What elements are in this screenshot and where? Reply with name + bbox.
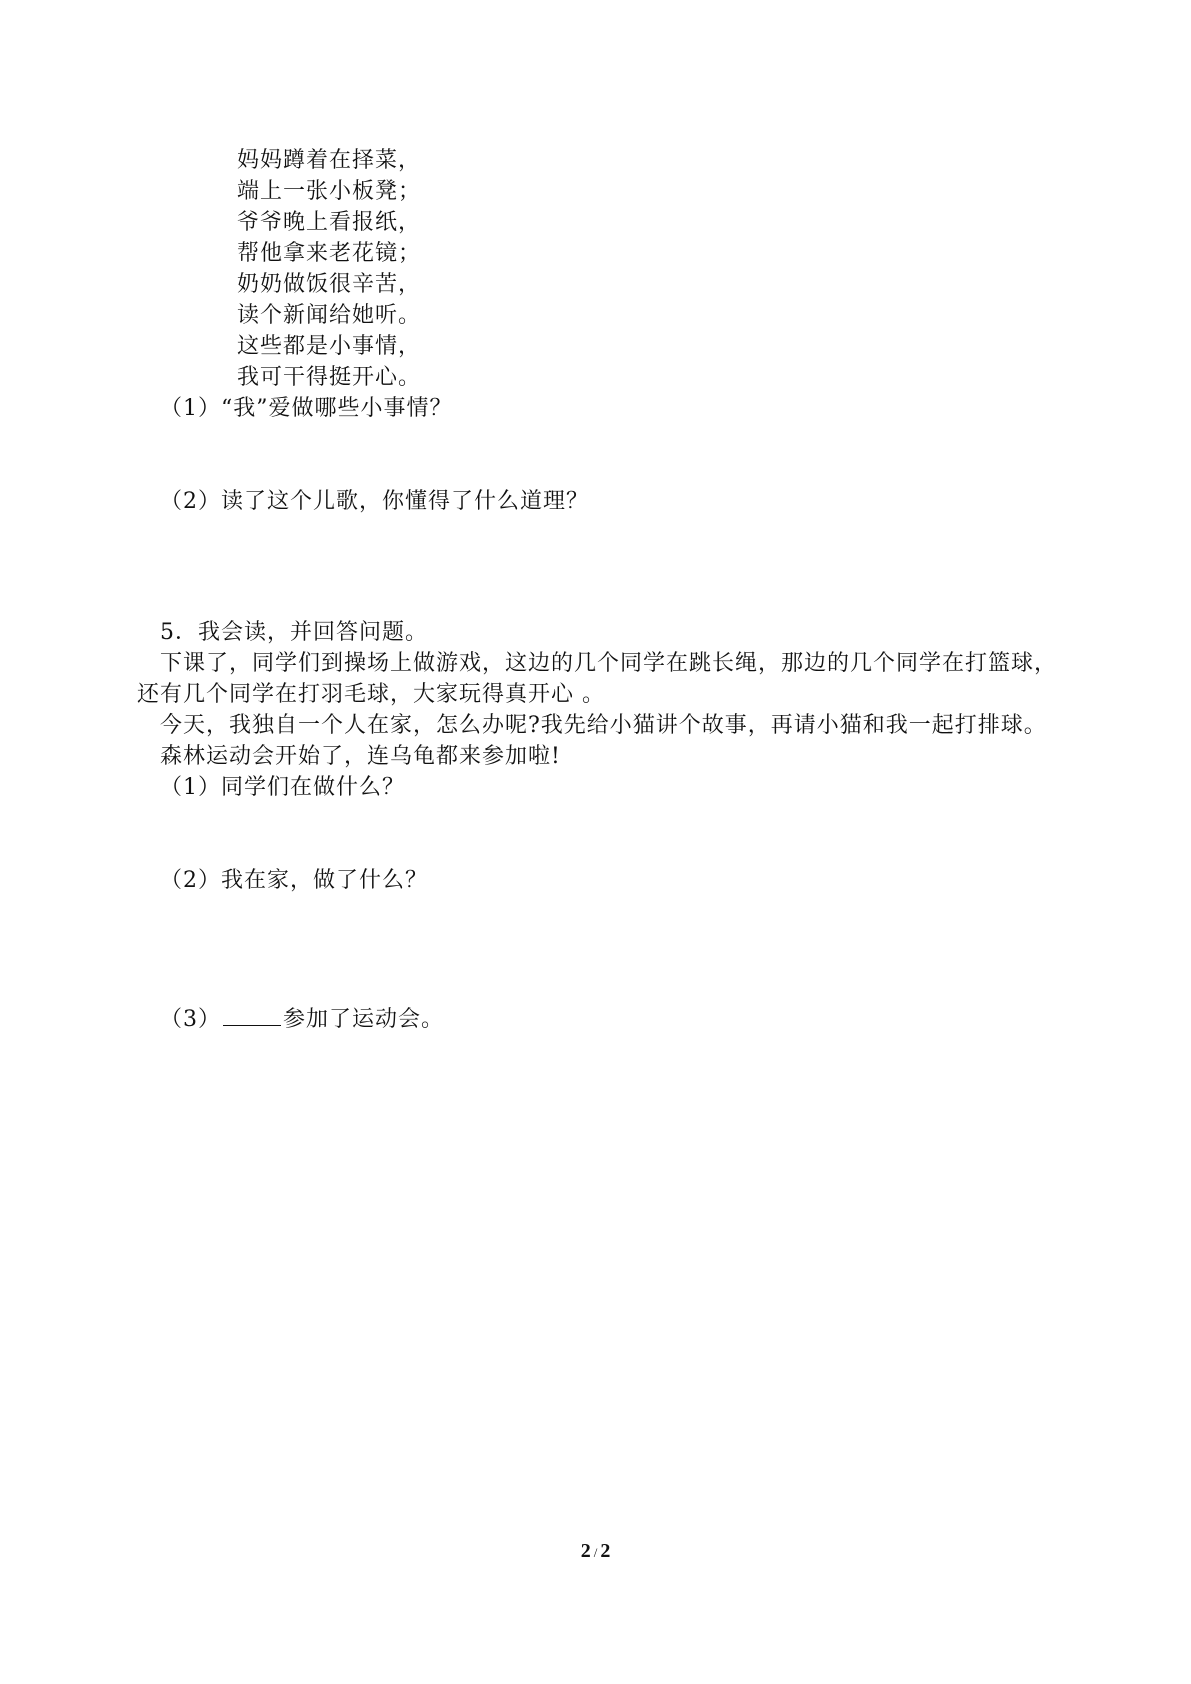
poem-line-6: 读个新闻给她听。 [237, 303, 422, 328]
poem-line-4: 帮他拿来老花镜； [237, 241, 422, 266]
q5-question-3-suffix: 参加了运动会。 [283, 1007, 445, 1032]
q5-paragraph-1-line-2: 还有几个同学在打羽毛球，大家玩得真开心 。 [137, 682, 605, 707]
q4-question-2: （2）读了这个儿歌，你懂得了什么道理？ [160, 489, 589, 514]
page-separator: / [593, 1545, 598, 1560]
q5-question-1: （1）同学们在做什么？ [160, 775, 405, 800]
page-current: 2 [580, 1540, 591, 1562]
poem-line-7: 这些都是小事情， [237, 334, 422, 359]
page-number [0, 1540, 1191, 1563]
q5-paragraph-3: 森林运动会开始了，连乌龟都来参加啦! [160, 744, 561, 769]
answer-blank[interactable] [223, 1003, 281, 1026]
poem-line-8: 我可干得挺开心。 [237, 365, 422, 390]
poem-line-1: 妈妈蹲着在择菜， [237, 148, 422, 173]
q5-heading: 5．我会读，并回答问题。 [160, 620, 428, 645]
q5-question-2: （2）我在家，做了什么？ [160, 868, 428, 893]
q4-question-1: （1）“我”爱做哪些小事情？ [160, 396, 453, 421]
q5-paragraph-2: 今天，我独自一个人在家，怎么办呢?我先给小猫讲个故事，再请小猫和我一起打排球。 [160, 713, 1047, 738]
poem-line-3: 爷爷晚上看报纸， [237, 210, 422, 235]
q5-question-3-prefix: （3） [160, 1007, 221, 1032]
poem-line-5: 奶奶做饭很辛苦， [237, 272, 422, 297]
page-total: 2 [600, 1540, 611, 1562]
q5-paragraph-1-line-1: 下课了，同学们到操场上做游戏，这边的几个同学在跳长绳，那边的几个同学在打篮球， [160, 651, 1058, 676]
poem-line-2: 端上一张小板凳； [237, 179, 422, 204]
q5-question-3 [160, 1003, 444, 1035]
